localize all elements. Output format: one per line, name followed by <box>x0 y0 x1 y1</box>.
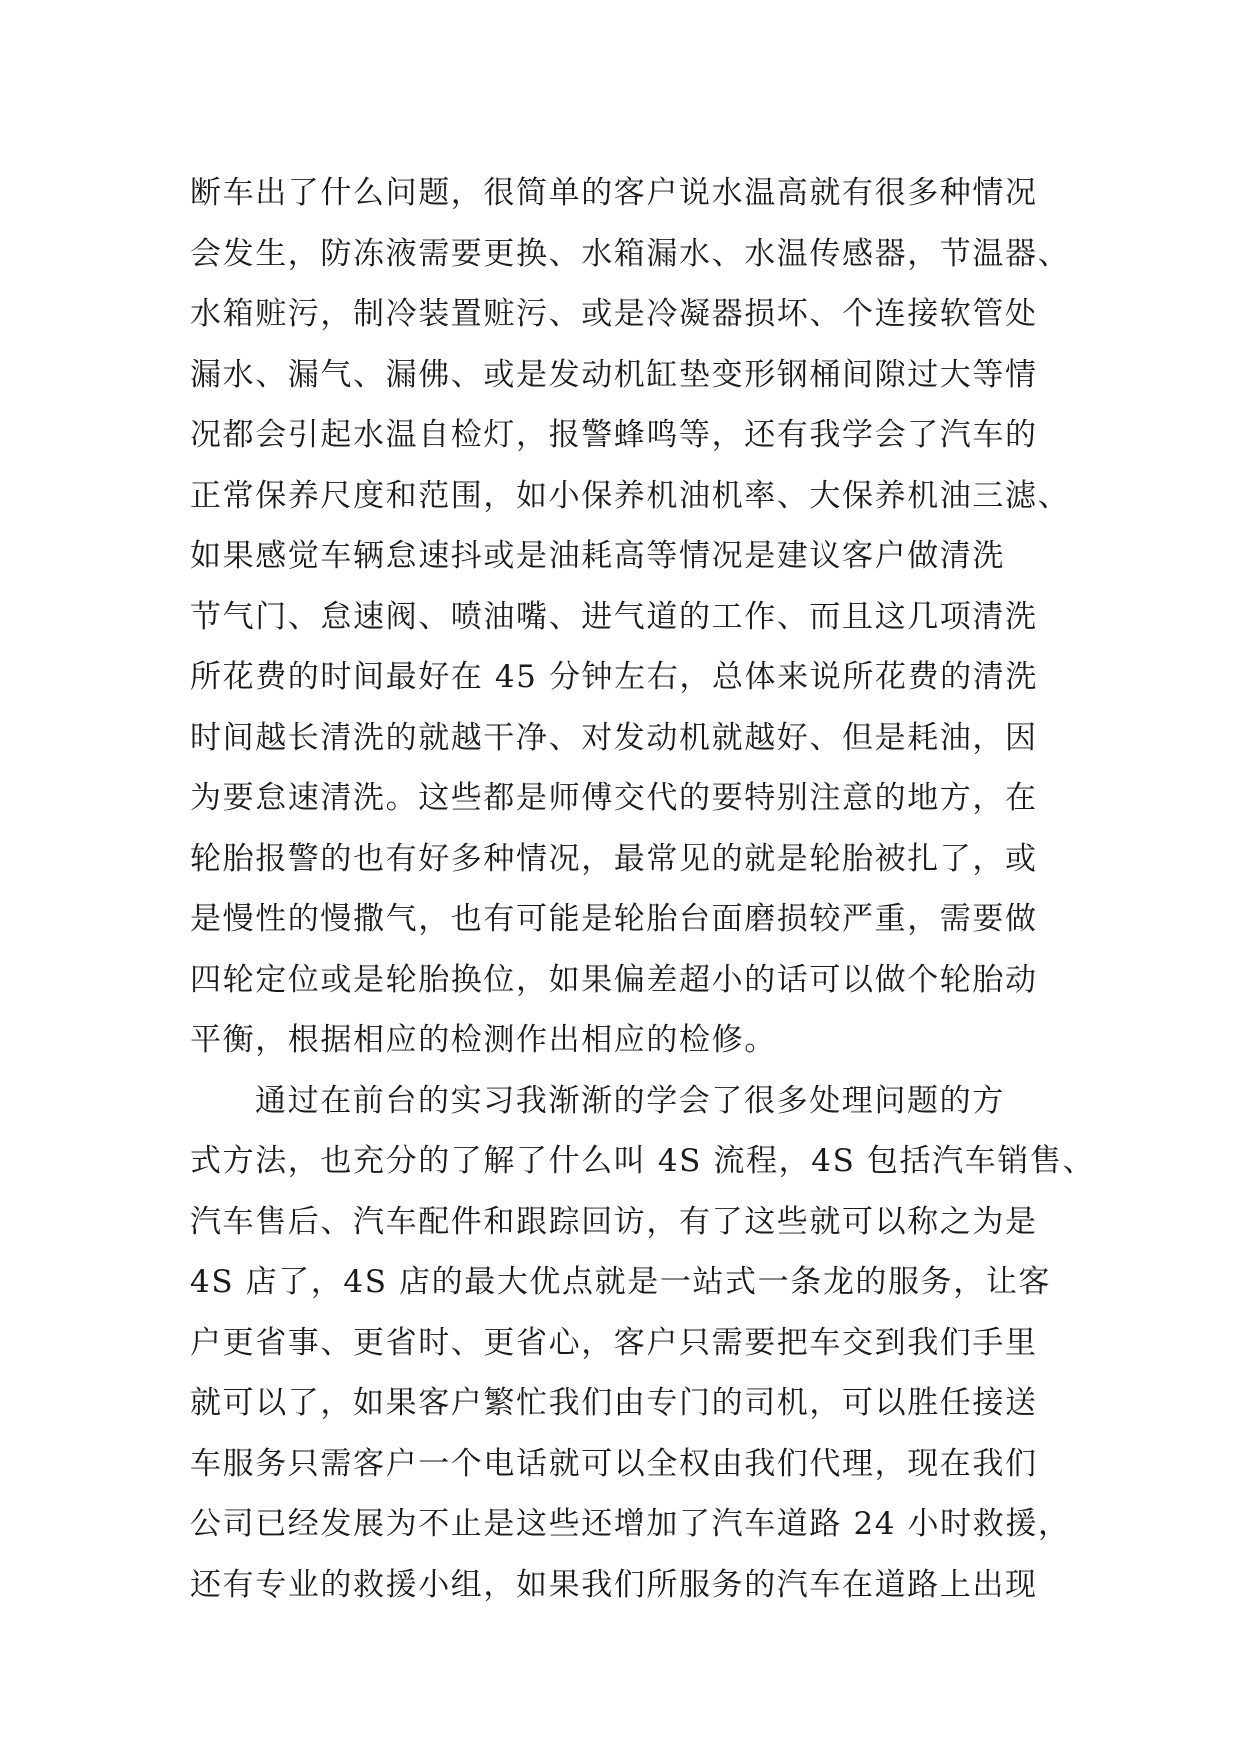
text-line: 户更省事、更省时、更省心，客户只需要把车交到我们手里 <box>190 1324 1038 1361</box>
text-line: 如果感觉车辆怠速抖或是油耗高等情况是建议客户做清洗 <box>190 538 1005 574</box>
text-line: 时间越长清洗的就越干净、对发动机就越好、但是耗油，因 <box>190 719 1038 756</box>
text-line: 节气门、怠速阀、喷油嘴、进气道的工作、而且这几项清洗 <box>190 598 1038 635</box>
text-line: 就可以了，如果客户繁忙我们由专门的司机，可以胜任接送 <box>190 1385 1038 1421</box>
paragraph-start-line: 通过在前台的实习我渐渐的学会了很多处理问题的方 <box>255 1082 1005 1119</box>
text-line: 为要怠速清洗。这些都是师傅交代的要特别注意的地方，在 <box>190 780 1038 816</box>
text-line: 水箱赃污，制冷装置赃污、或是冷凝器损坏、个连接软管处 <box>190 296 1038 332</box>
text-line: 4S 店了，4S 店的最大优点就是一站式一条龙的服务，让客 <box>190 1264 1052 1300</box>
text-line: 会发生，防冻液需要更换、水箱漏水、水温传感器，节温器、 <box>190 235 1071 272</box>
text-line: 车服务只需客户一个电话就可以全权由我们代理，现在我们 <box>190 1445 1038 1482</box>
text-line: 轮胎报警的也有好多种情况，最常见的就是轮胎被扎了，或 <box>190 840 1038 877</box>
text-line: 况都会引起水温自检灯，报警蜂鸣等，还有我学会了汽车的 <box>190 417 1038 453</box>
text-line: 所花费的时间最好在 45 分钟左右，总体来说所花费的清洗 <box>190 659 1038 695</box>
text-line: 平衡，根据相应的检测作出相应的检修。 <box>190 1022 777 1058</box>
text-line: 正常保养尺度和范围，如小保养机油机率、大保养机油三滤、 <box>190 477 1071 514</box>
body-text <box>190 163 1096 1615</box>
text-line: 是慢性的慢撒气，也有可能是轮胎台面磨损较严重，需要做 <box>190 901 1038 937</box>
text-line: 四轮定位或是轮胎换位，如果偏差超小的话可以做个轮胎动 <box>190 961 1038 998</box>
text-line: 式方法，也充分的了解了什么叫 4S 流程，4S 包括汽车销售、 <box>190 1143 1096 1179</box>
text-line: 漏水、漏气、漏佛、或是发动机缸垫变形钢桶间隙过大等情 <box>190 356 1038 393</box>
text-line: 公司已经发展为不止是这些还增加了汽车道路 24 小时救援， <box>190 1506 1071 1542</box>
text-line: 汽车售后、汽车配件和跟踪回访，有了这些就可以称之为是 <box>190 1203 1038 1240</box>
text-line: 还有专业的救援小组，如果我们所服务的汽车在道路上出现 <box>190 1566 1038 1603</box>
text-line: 断车出了什么问题，很简单的客户说水温高就有很多种情况 <box>190 175 1038 211</box>
